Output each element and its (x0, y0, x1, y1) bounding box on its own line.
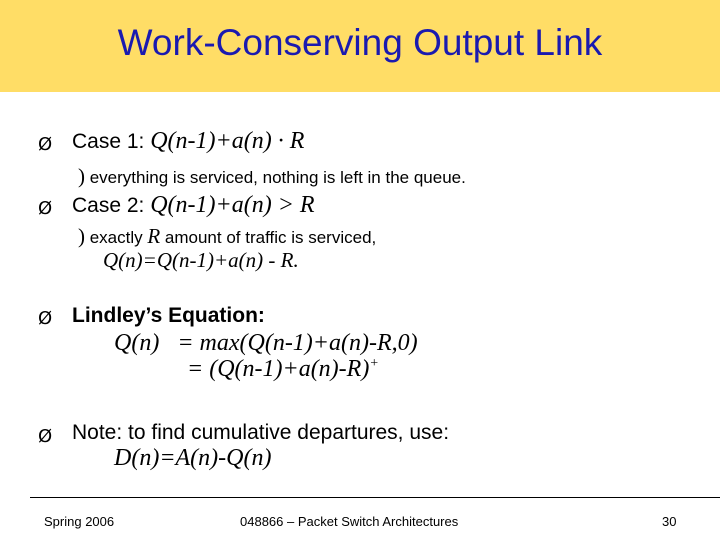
implies-symbol: ) (78, 224, 85, 248)
footer-course: 048866 – Packet Switch Architectures (240, 514, 459, 529)
arrow-bullet-icon: Ø (38, 308, 53, 329)
case2-result-equation: Q(n)=Q(n-1)+a(n) - R. (103, 248, 299, 272)
case1-label: Case 1: (72, 130, 151, 153)
case1-line (72, 128, 304, 155)
case1-result-line (78, 164, 466, 189)
case2-result-pre: exactly (85, 228, 148, 247)
arrow-bullet-icon: Ø (38, 198, 53, 219)
case1-expression: Q(n-1)+a(n) · R (150, 128, 305, 154)
case2-expression: Q(n-1)+a(n) > R (150, 192, 315, 218)
arrow-bullet-icon: Ø (38, 426, 53, 447)
lindley-equation-2-sup: + (369, 356, 379, 371)
note-equation: D(n)=A(n)-Q(n) (114, 445, 272, 471)
case1-result: everything is serviced, nothing is left in the queue. (85, 168, 466, 187)
note-label: Note: to find cumulative departures, use: (72, 421, 450, 444)
case2-result-post: amount of traffic is serviced, (160, 228, 377, 247)
lindley-equation-1: Q(n) = max(Q(n-1)+a(n)-R,0) (114, 330, 418, 356)
footer-date: Spring 2006 (44, 514, 115, 529)
case2-result-line (78, 224, 376, 249)
case2-label: Case 2: (72, 194, 151, 217)
footer-page-number: 30 (662, 514, 677, 529)
slide-title: Work-Conserving Output Link (117, 22, 603, 63)
implies-symbol: ) (78, 164, 85, 188)
case2-line (72, 192, 315, 219)
lindley-equation-2-body: = (Q(n-1)+a(n)-R) (187, 356, 370, 382)
lindley-equation-2 (187, 356, 379, 383)
lindley-label: Lindley’s Equation: (72, 304, 265, 327)
arrow-bullet-icon: Ø (38, 134, 53, 155)
footer-rule (30, 497, 720, 498)
case2-result-var: R (147, 224, 161, 248)
